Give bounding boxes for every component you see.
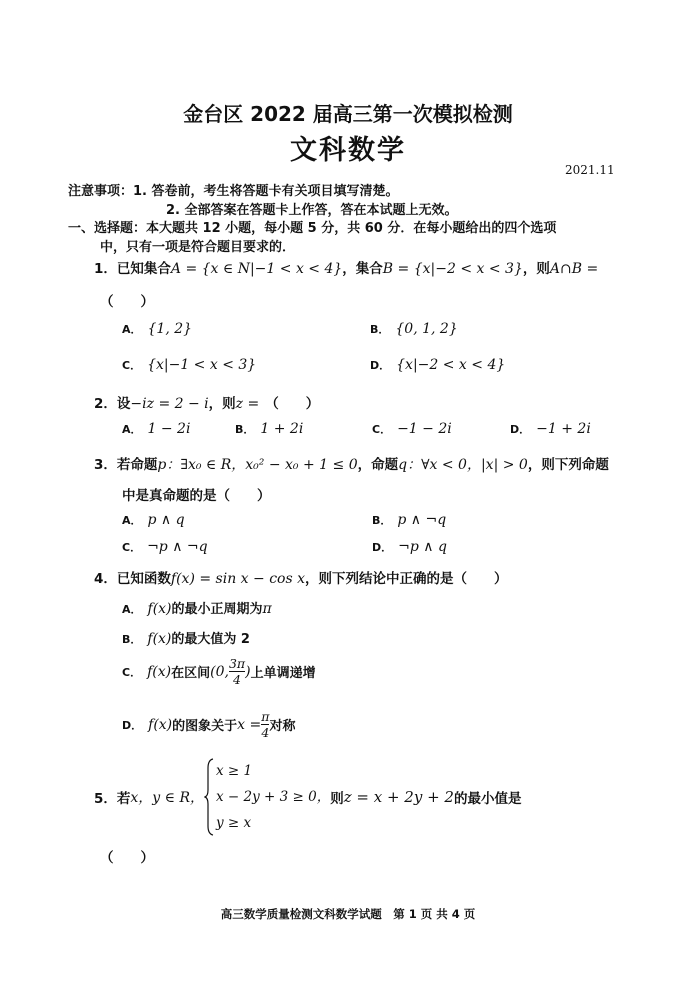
- option-value: 1 + 2i: [260, 421, 304, 437]
- z-expression: z =: [235, 396, 260, 412]
- section-heading-line-2: 中，只有一项是符合题目要求的．: [100, 240, 296, 255]
- option-label: C．: [122, 541, 142, 554]
- constraint-1: x ≥ 1: [216, 763, 253, 779]
- question-number: 1．: [94, 261, 117, 277]
- option-label: C．: [372, 423, 392, 436]
- option-value: ¬p ∧ ¬q: [147, 539, 208, 555]
- question-text: 的最小值是: [453, 791, 522, 807]
- option-text: 上单调递增: [250, 666, 316, 681]
- option-label: A．: [122, 514, 142, 527]
- proposition-q: q：∀x < 0，|x| > 0: [398, 457, 528, 473]
- option-value: {0, 1, 2}: [395, 321, 458, 337]
- constraint-system: [204, 758, 330, 836]
- exam-date: 2021.11: [565, 163, 615, 177]
- question-text: ，则下列结论中正确的是（ ）: [305, 571, 508, 587]
- q1-option-d: [370, 357, 505, 373]
- option-text: 的最小正周期为: [171, 602, 263, 617]
- q3-option-c: [122, 539, 208, 555]
- q4-option-b: [122, 628, 250, 647]
- question-text: 则: [330, 791, 344, 807]
- option-value: {x|−2 < x < 4}: [396, 357, 506, 373]
- proposition-p: p：∃x₀ ∈ R，x₀² − x₀ + 1 ≤ 0: [157, 457, 358, 473]
- option-label: D．: [372, 541, 393, 554]
- q1-option-a: [122, 321, 192, 337]
- set-b: B = {x|−2 < x < 3}: [382, 261, 523, 277]
- question-text: ，集合: [342, 261, 383, 277]
- q3-option-b: [372, 512, 446, 528]
- answer-paren: （ ）: [265, 396, 320, 412]
- notes-line-1: [68, 180, 399, 199]
- question-1: [94, 257, 598, 277]
- option-label: A．: [122, 423, 142, 436]
- option-text: 的图象关于: [172, 719, 238, 734]
- question-number: 3．: [94, 457, 117, 473]
- option-label: A．: [122, 603, 142, 616]
- function-symbol: f(x): [147, 601, 172, 617]
- option-label: B．: [370, 323, 390, 336]
- question-text: ，则: [522, 261, 550, 277]
- q4-option-d: [122, 709, 295, 740]
- option-value: {x|−1 < x < 3}: [147, 357, 257, 373]
- question-text: ，则下列命题: [527, 457, 609, 473]
- option-value: −1 − 2i: [397, 421, 452, 437]
- q2-option-d: [510, 421, 591, 437]
- option-label: D．: [122, 718, 143, 732]
- question-text: ，则: [208, 396, 236, 412]
- question-text: 设: [116, 396, 131, 412]
- variables: x，y ∈ R，: [130, 790, 205, 806]
- option-text: 在区间: [171, 666, 211, 681]
- constraint-3: y ≥ x: [216, 815, 252, 831]
- equation: −iz = 2 − i: [130, 396, 209, 412]
- option-value: −1 + 2i: [536, 421, 591, 437]
- question-3: [94, 453, 609, 474]
- fraction-3pi-over-4: [229, 656, 245, 687]
- question-text: 若: [116, 791, 131, 807]
- function-symbol: f(x): [147, 663, 172, 680]
- answer-paren: （ ）: [100, 294, 154, 310]
- question-2: [94, 392, 319, 412]
- section-heading-line-1: 一、选择题：本大题共 12 小题，每小题 5 分，共 60 分．在每小题给出的四个选项: [68, 221, 557, 236]
- fraction-denominator: 4: [261, 725, 270, 740]
- option-value: p ∧ ¬q: [397, 512, 447, 528]
- question-3-line-2: 中是真命题的是（ ）: [122, 488, 271, 504]
- objective-function: z = x + 2y + 2: [343, 788, 454, 806]
- option-value: p ∧ q: [147, 512, 185, 528]
- question-4: [94, 567, 508, 587]
- q1-option-c: [122, 357, 256, 373]
- q2-option-a: [122, 421, 190, 437]
- q3-option-d: [372, 539, 447, 555]
- question-number: 5．: [94, 791, 117, 807]
- option-label: C．: [122, 665, 142, 679]
- pi-symbol: π: [262, 601, 272, 617]
- question-number: 2．: [94, 396, 117, 412]
- question-text: ，命题: [357, 457, 399, 473]
- option-label: D．: [510, 423, 531, 436]
- q3-option-a: [122, 512, 185, 528]
- question-number: 4．: [94, 571, 117, 587]
- intersection-expression: A∩B =: [549, 261, 599, 277]
- option-text: 对称: [269, 719, 296, 734]
- symmetry-axis: x =: [237, 716, 262, 733]
- left-brace-icon: [204, 758, 214, 836]
- option-value: ¬p ∧ q: [398, 539, 447, 555]
- constraint-2: x − 2y + 3 ≥ 0，: [216, 789, 331, 805]
- exam-title: 金台区 2022 届高三第一次模拟检测: [183, 102, 513, 126]
- function-symbol: f(x): [147, 631, 172, 647]
- set-a: A = {x ∈ N|−1 < x < 4}: [170, 261, 343, 277]
- page-footer: 高三数学质量检测文科数学试题 第 1 页 共 4 页: [220, 907, 476, 921]
- notes-label: 注意事项：: [68, 184, 134, 199]
- notes-item-1: 1. 答卷前，考生将答题卡有关项目填写清楚。: [133, 184, 399, 199]
- question-text: 已知函数: [116, 571, 171, 587]
- notes-item-2: 2. 全部答案在答题卡上作答，答在本试题上无效。: [166, 203, 458, 218]
- fraction-denominator: 4: [233, 672, 241, 687]
- option-label: D．: [370, 359, 391, 372]
- question-5: [94, 758, 521, 836]
- option-label: B．: [235, 423, 255, 436]
- question-text: 若命题: [116, 457, 158, 473]
- fraction-numerator: 3π: [228, 656, 246, 671]
- q4-option-a: [122, 598, 272, 617]
- function-symbol: f(x): [148, 716, 173, 733]
- q4-option-c: [122, 656, 316, 687]
- subject-title: 文科数学: [290, 135, 406, 166]
- answer-paren: （ ）: [100, 850, 154, 866]
- interval-open: (0,: [210, 663, 229, 680]
- option-label: B．: [372, 514, 392, 527]
- option-text: 的最大值为 2: [171, 632, 250, 647]
- q2-option-c: [372, 421, 452, 437]
- option-value: {1, 2}: [147, 321, 193, 337]
- question-text: 已知集合: [116, 261, 171, 277]
- option-value: 1 − 2i: [147, 421, 191, 437]
- q1-option-b: [370, 321, 458, 337]
- function-definition: f(x) = sin x − cos x: [170, 571, 305, 587]
- interval-close: ): [245, 663, 251, 680]
- q2-option-b: [235, 421, 303, 437]
- option-label: C．: [122, 359, 142, 372]
- option-label: B．: [122, 633, 142, 646]
- option-label: A．: [122, 323, 142, 336]
- fraction-numerator: π: [261, 709, 270, 724]
